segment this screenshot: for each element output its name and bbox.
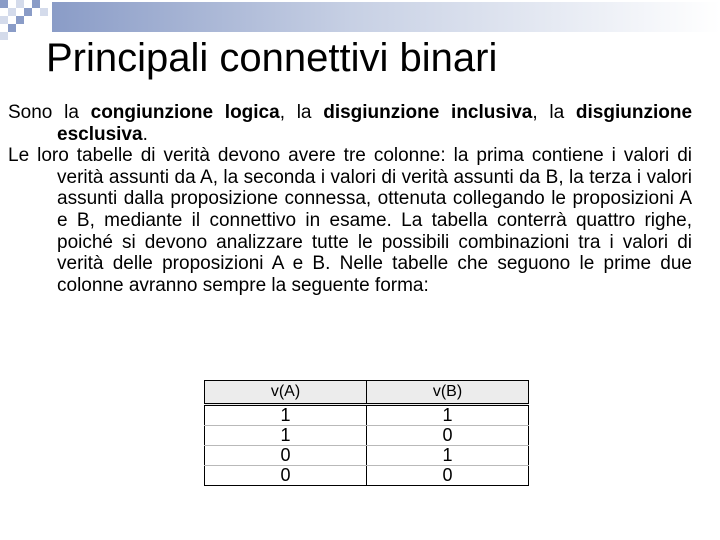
table-row: [205, 426, 529, 446]
term-exclusive-disjunction: disgiunzione esclusiva: [57, 102, 693, 145]
table-header-row: [205, 381, 529, 405]
table-row: [205, 405, 529, 426]
table-cell: 0: [205, 466, 367, 486]
table-cell: 1: [367, 446, 529, 466]
slide-title: Principali connettivi binari: [46, 36, 498, 80]
table-cell: 1: [205, 405, 367, 426]
term-inclusive-disjunction: disgiunzione inclusiva: [323, 102, 533, 123]
text-segment: , la: [279, 102, 324, 123]
table-cell: 0: [367, 466, 529, 486]
table-cell: 0: [205, 446, 367, 466]
term-conjunction: congiunzione logica: [90, 102, 280, 123]
paragraph-truth-tables: Le loro tabelle di verità devono avere tre colonne: la prima contiene i valori di verità assunti da A, la seconda i valori di verità assunti da B, la terza i valori assunti dalla proposizione connessa, ottenuta collegando le proposizioni A e B, mediante il connettivo in esame. La tabella conterrà quattro righe, poiché si devono analizzare tutte le possibili combinazioni tra i valori di verità delle proposizioni A e B. Nelle tabelle che seguono le prime due colonne avranno sempre la seguente forma:: [8, 145, 692, 296]
table-row: [205, 466, 529, 486]
text-segment: , la: [532, 102, 576, 123]
text-segment: .: [142, 123, 148, 145]
paragraph-connectives: [8, 102, 692, 145]
table-row: [205, 446, 529, 466]
table-cell: 1: [367, 405, 529, 426]
text-segment: Sono la: [8, 102, 91, 123]
table-cell: 0: [367, 426, 529, 446]
column-header-vb: v(B): [367, 381, 529, 405]
column-header-va: v(A): [205, 381, 367, 405]
table-cell: 1: [205, 426, 367, 446]
slide-body: [8, 102, 692, 296]
truth-table: [204, 380, 529, 486]
